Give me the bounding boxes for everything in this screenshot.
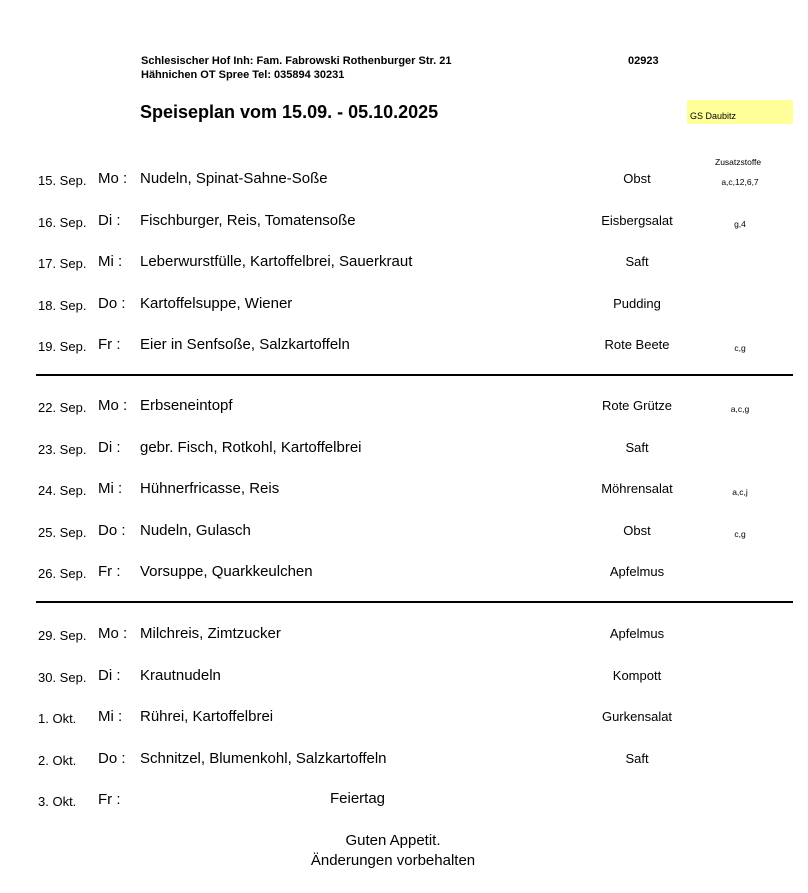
row-side-dish: Apfelmus — [609, 564, 665, 579]
row-date: 18. Sep. — [38, 297, 87, 313]
row-meal: Nudeln, Spinat-Sahne-Soße — [140, 170, 328, 187]
row-side-dish: Apfelmus — [609, 626, 665, 641]
row-weekday: Mo : — [98, 397, 128, 414]
row-date: 25. Sep. — [38, 524, 87, 540]
row-meal: Nudeln, Gulasch — [140, 521, 251, 539]
postal-code: 02923 — [628, 55, 659, 67]
row-date: 26. Sep. — [38, 566, 87, 581]
row-meal: gebr. Fisch, Rotkohl, Kartoffelbrei — [140, 438, 362, 456]
row-weekday: Do : — [98, 521, 126, 539]
footer-greeting: Guten Appetit. — [345, 832, 441, 849]
row-weekday: Di : — [98, 666, 121, 684]
row-side-dish: Gurkensalat — [601, 709, 673, 724]
page-title: Speiseplan vom 15.09. - 05.10.2025 — [140, 102, 439, 122]
footer-note: Änderungen vorbehalten — [310, 852, 476, 869]
restaurant-info-line2: Hähnichen OT Spree Tel: 035894 30231 — [141, 69, 345, 81]
row-meal: Erbseneintopf — [140, 397, 233, 414]
additives-header: Zusatzstoffe — [715, 157, 762, 167]
row-weekday: Do : — [98, 294, 126, 312]
row-date: 15. Sep. — [38, 173, 87, 188]
row-weekday: Mo : — [98, 625, 128, 642]
row-weekday: Mi : — [98, 253, 123, 270]
week-divider — [36, 374, 793, 376]
row-side-dish: Eisbergsalat — [601, 212, 673, 228]
row-date: 23. Sep. — [38, 441, 87, 457]
row-additives: a,c,j — [732, 487, 748, 497]
row-meal: Vorsuppe, Quarkkeulchen — [140, 563, 313, 580]
row-meal: Eier in Senfsoße, Salzkartoffeln — [140, 336, 350, 353]
row-side-dish: Kompott — [612, 667, 662, 683]
row-date: 29. Sep. — [38, 628, 87, 643]
row-side-dish: Saft — [625, 254, 649, 269]
row-side-dish: Saft — [625, 750, 649, 766]
row-weekday: Mi : — [98, 480, 123, 497]
row-meal: Krautnudeln — [140, 666, 221, 684]
row-date: 2. Okt. — [38, 752, 77, 768]
row-side-dish: Obst — [623, 522, 651, 538]
row-meal: Rührei, Kartoffelbrei — [140, 708, 274, 725]
row-additives: c,g — [734, 343, 746, 353]
row-meal: Kartoffelsuppe, Wiener — [140, 294, 293, 312]
restaurant-info-line1: Schlesischer Hof Inh: Fam. Fabrowski Rothenburger Str. 21 — [141, 55, 452, 67]
row-date: 19. Sep. — [38, 339, 87, 354]
row-additives: c,g — [734, 528, 746, 539]
row-weekday: Do : — [98, 749, 126, 767]
row-weekday: Di : — [98, 211, 121, 229]
week-divider — [36, 601, 793, 603]
row-side-dish: Möhrensalat — [601, 481, 673, 496]
holiday-label: Feiertag — [330, 790, 386, 807]
row-side-dish: Saft — [625, 439, 649, 455]
row-meal: Hühnerfricasse, Reis — [140, 480, 280, 497]
row-meal: Leberwurstfülle, Kartoffelbrei, Sauerkraut — [140, 253, 413, 270]
row-weekday: Mi : — [98, 708, 123, 725]
row-date: 24. Sep. — [38, 483, 87, 498]
row-weekday: Fr : — [98, 336, 121, 353]
row-side-dish: Pudding — [613, 295, 661, 311]
row-weekday: Fr : — [98, 563, 121, 580]
row-additives: a,c,12,6,7 — [721, 177, 759, 187]
row-date: 1. Okt. — [38, 711, 77, 726]
row-date: 17. Sep. — [38, 256, 87, 271]
row-date: 30. Sep. — [38, 669, 87, 685]
school-badge: GS Daubitz — [687, 100, 793, 124]
row-weekday: Mo : — [98, 170, 128, 187]
row-date: 16. Sep. — [38, 214, 87, 230]
row-weekday: Fr : — [98, 791, 121, 808]
row-date: 22. Sep. — [38, 400, 87, 415]
row-side-dish: Rote Grütze — [601, 398, 673, 413]
row-side-dish: Obst — [623, 171, 651, 186]
row-date: 3. Okt. — [38, 794, 77, 809]
row-meal: Schnitzel, Blumenkohl, Salzkartoffeln — [140, 749, 387, 767]
row-meal: Fischburger, Reis, Tomatensoße — [140, 211, 356, 229]
row-side-dish: Rote Beete — [604, 337, 670, 352]
row-weekday: Di : — [98, 438, 121, 456]
row-additives: a,c,g — [730, 404, 750, 414]
row-meal: Milchreis, Zimtzucker — [140, 625, 281, 642]
row-additives: g,4 — [734, 218, 746, 229]
